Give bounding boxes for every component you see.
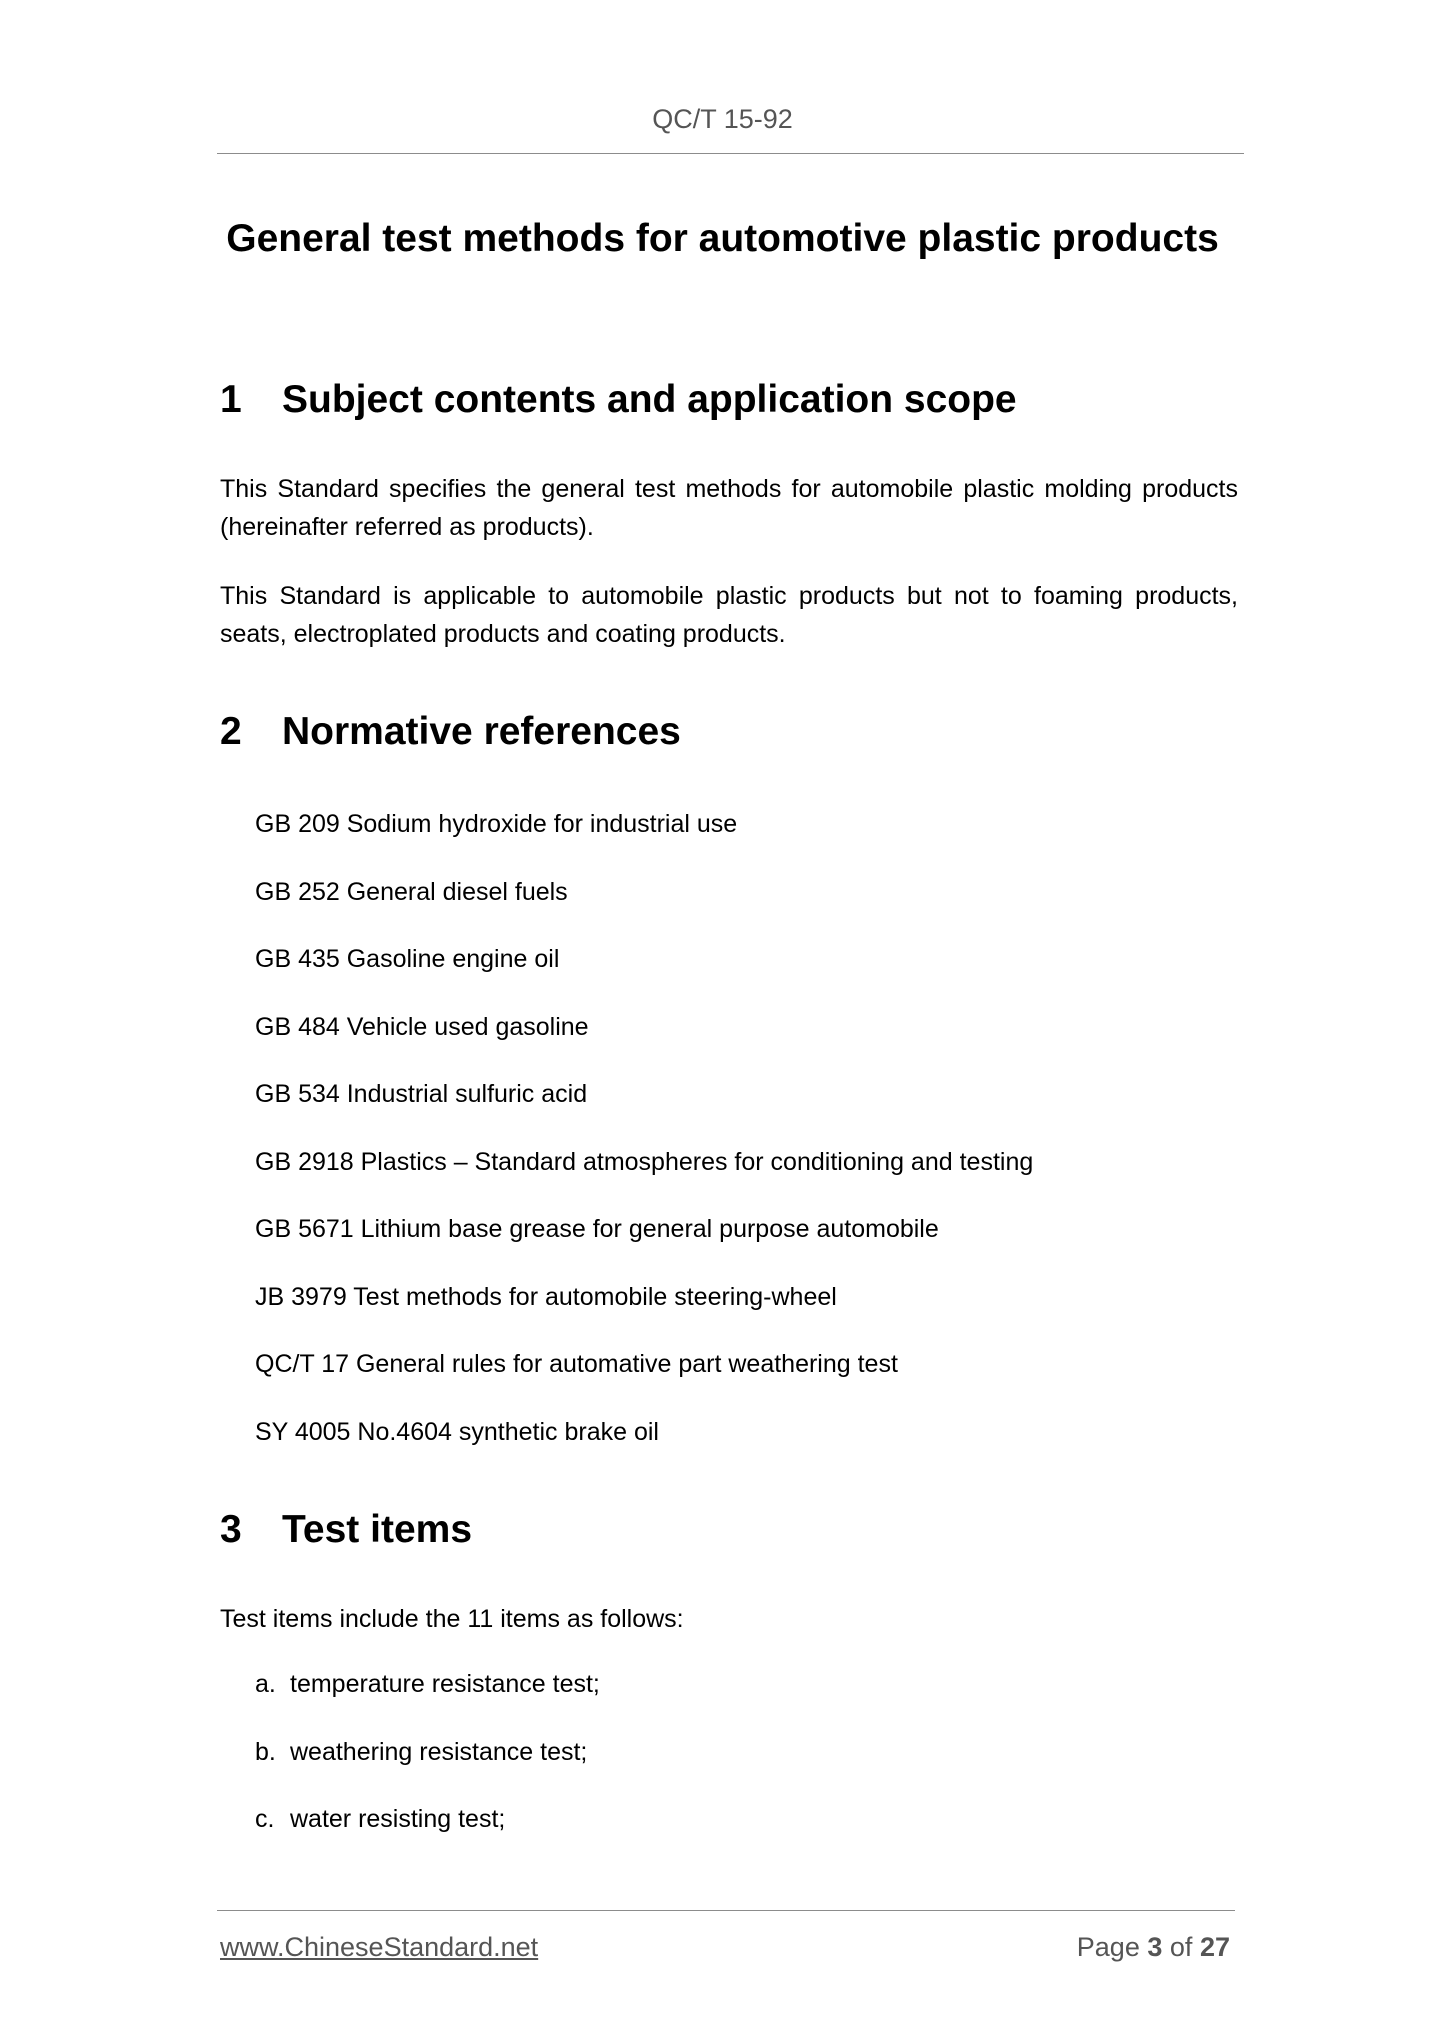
document-title: General test methods for automotive plastic products — [226, 217, 1219, 260]
section-3-heading — [220, 1505, 472, 1555]
reference-item: GB 209 Sodium hydroxide for industrial use — [255, 810, 738, 838]
section-1-paragraph: This Standard is applicable to automobile plastic products but not to foaming products, seats, electroplated products and coating products. — [220, 582, 1238, 648]
footer-divider — [217, 1910, 1235, 1911]
list-item — [255, 1667, 600, 1701]
section-1-paragraph: This Standard specifies the general test methods for automobile plastic molding products (hereinafter referred as products). — [220, 475, 1238, 541]
header-divider — [217, 153, 1244, 154]
page-indicator — [1077, 1932, 1230, 1963]
list-item — [255, 1735, 587, 1769]
header-standard-code: QC/T 15-92 — [652, 104, 793, 134]
section-number: 3 — [220, 1508, 242, 1551]
reference-item: QC/T 17 General rules for automative part weathering test — [255, 1350, 898, 1378]
list-marker: b. — [255, 1738, 276, 1766]
list-item-text: water resisting test; — [290, 1805, 506, 1833]
section-title: Normative references — [282, 710, 681, 753]
reference-item: GB 5671 Lithium base grease for general purpose automobile — [255, 1215, 939, 1243]
section-2-heading — [220, 707, 681, 757]
footer-website-link[interactable]: www.ChineseStandard.net — [220, 1932, 539, 1962]
reference-item: GB 2918 Plastics – Standard atmospheres for conditioning and testing — [255, 1148, 1034, 1176]
reference-item: GB 484 Vehicle used gasoline — [255, 1013, 589, 1041]
page-current: 3 — [1147, 1932, 1163, 1962]
reference-item: GB 435 Gasoline engine oil — [255, 945, 560, 973]
list-item — [255, 1802, 505, 1836]
section-title: Test items — [282, 1508, 473, 1551]
list-item-text: weathering resistance test; — [290, 1738, 588, 1766]
list-marker: c. — [255, 1805, 275, 1833]
section-number: 1 — [220, 378, 242, 421]
reference-item: GB 534 Industrial sulfuric acid — [255, 1080, 588, 1108]
section-title: Subject contents and application scope — [282, 378, 1017, 421]
section-3-intro: Test items include the 11 items as follows: — [220, 1605, 684, 1633]
reference-item: SY 4005 No.4604 synthetic brake oil — [255, 1418, 659, 1446]
page-of: of — [1169, 1932, 1193, 1962]
page-total: 27 — [1199, 1932, 1230, 1962]
section-1-heading — [220, 375, 1017, 425]
section-number: 2 — [220, 710, 242, 753]
reference-item: GB 252 General diesel fuels — [255, 878, 568, 906]
list-item-text: temperature resistance test; — [290, 1670, 600, 1698]
list-marker: a. — [255, 1670, 276, 1698]
page-prefix: Page — [1076, 1932, 1140, 1962]
reference-item: JB 3979 Test methods for automobile steering-wheel — [255, 1283, 837, 1311]
